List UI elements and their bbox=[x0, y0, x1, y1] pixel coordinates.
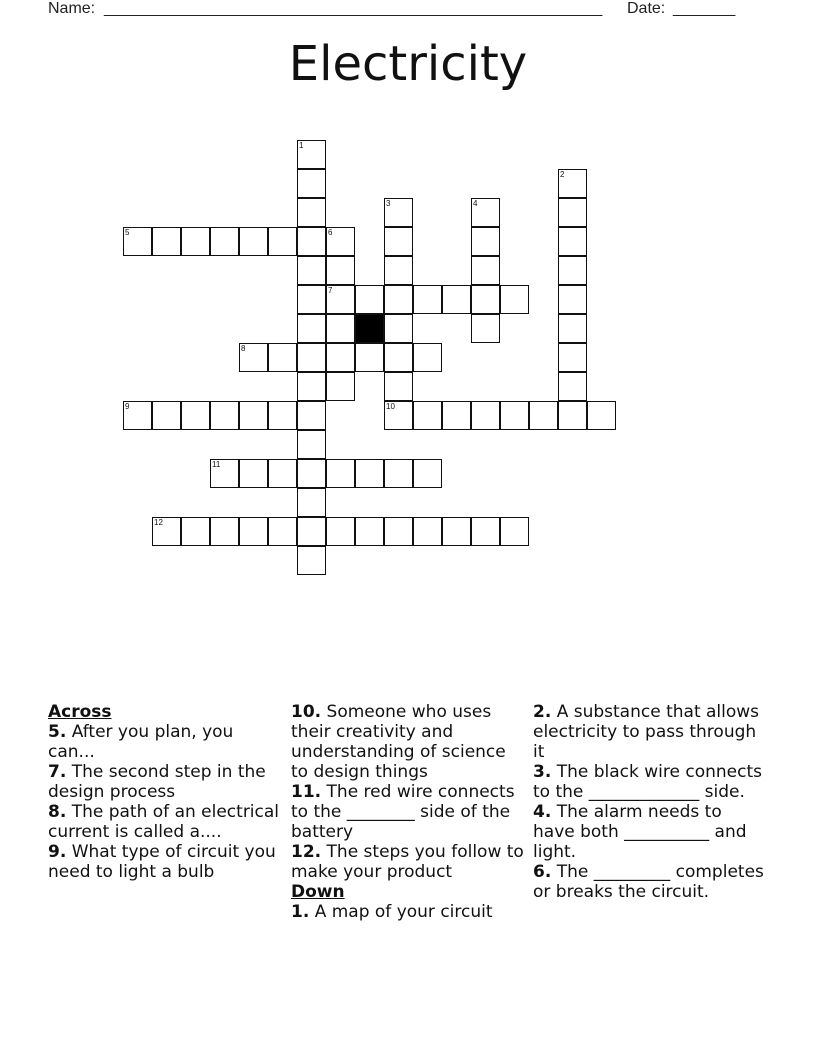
grid-block-cell bbox=[355, 314, 384, 343]
clue-number-label: 7 bbox=[328, 286, 333, 295]
grid-cell[interactable] bbox=[297, 517, 326, 546]
grid-cell[interactable] bbox=[558, 372, 587, 401]
grid-cell[interactable] bbox=[471, 401, 500, 430]
grid-cell[interactable] bbox=[123, 401, 152, 430]
grid-cell[interactable] bbox=[384, 227, 413, 256]
grid-cell[interactable] bbox=[239, 517, 268, 546]
grid-cell[interactable] bbox=[558, 227, 587, 256]
grid-cell[interactable] bbox=[384, 372, 413, 401]
grid-cell[interactable] bbox=[152, 227, 181, 256]
clues-column-1 bbox=[48, 702, 282, 882]
grid-cell[interactable] bbox=[384, 343, 413, 372]
clue-across-12: 12. The steps you follow to make your product bbox=[291, 842, 524, 882]
clues-column-2 bbox=[291, 702, 525, 922]
grid-cell[interactable] bbox=[500, 517, 529, 546]
grid-cell[interactable] bbox=[384, 517, 413, 546]
grid-cell[interactable] bbox=[384, 314, 413, 343]
clue-number-label: 5 bbox=[125, 228, 130, 237]
clue-down-3: 3. The black wire connects to the _____________ side. bbox=[533, 762, 762, 802]
grid-cell[interactable] bbox=[152, 401, 181, 430]
grid-cell[interactable] bbox=[413, 401, 442, 430]
date-label: Date: bbox=[627, 0, 666, 17]
grid-cell[interactable] bbox=[210, 517, 239, 546]
grid-cell[interactable] bbox=[558, 256, 587, 285]
grid-cell[interactable] bbox=[239, 401, 268, 430]
grid-cell[interactable] bbox=[442, 285, 471, 314]
grid-cell[interactable] bbox=[297, 314, 326, 343]
grid-cell[interactable] bbox=[268, 227, 297, 256]
grid-cell[interactable] bbox=[326, 314, 355, 343]
clue-across-9: 9. What type of circuit you need to light a bulb bbox=[48, 842, 276, 882]
clue-down-1: 1. A map of your circuit bbox=[291, 902, 493, 922]
clue-number-label: 11 bbox=[212, 460, 221, 469]
grid-cell[interactable] bbox=[326, 517, 355, 546]
grid-cell[interactable] bbox=[268, 517, 297, 546]
clue-number-label: 2 bbox=[560, 170, 565, 179]
grid-cell[interactable] bbox=[297, 372, 326, 401]
clue-number-label: 4 bbox=[473, 199, 478, 208]
grid-cell[interactable] bbox=[413, 459, 442, 488]
grid-cell[interactable] bbox=[558, 401, 587, 430]
grid-cell[interactable] bbox=[181, 227, 210, 256]
grid-cell[interactable] bbox=[558, 343, 587, 372]
grid-cell[interactable] bbox=[355, 517, 384, 546]
grid-cell[interactable] bbox=[558, 169, 587, 198]
grid-cell[interactable] bbox=[268, 343, 297, 372]
clue-number-label: 9 bbox=[125, 402, 130, 411]
clue-down-4: 4. The alarm needs to have both __________ and light. bbox=[533, 802, 747, 862]
clue-number-label: 1 bbox=[299, 141, 304, 150]
grid-cell[interactable] bbox=[471, 227, 500, 256]
grid-cell[interactable] bbox=[239, 459, 268, 488]
grid-cell[interactable] bbox=[268, 459, 297, 488]
grid-cell[interactable] bbox=[355, 285, 384, 314]
clue-number-label: 3 bbox=[386, 199, 391, 208]
clue-number-label: 6 bbox=[328, 228, 333, 237]
grid-cell[interactable] bbox=[210, 227, 239, 256]
grid-cell[interactable] bbox=[500, 401, 529, 430]
clue-across-10: 10. Someone who uses their creativity and understanding of science to design things bbox=[291, 702, 506, 782]
grid-cell[interactable] bbox=[210, 459, 239, 488]
grid-cell[interactable] bbox=[558, 314, 587, 343]
grid-cell[interactable] bbox=[326, 343, 355, 372]
grid-cell[interactable] bbox=[297, 459, 326, 488]
grid-cell[interactable] bbox=[152, 517, 181, 546]
grid-cell[interactable] bbox=[442, 401, 471, 430]
grid-cell[interactable] bbox=[442, 517, 471, 546]
grid-cell[interactable] bbox=[297, 140, 326, 169]
clue-across-8: 8. The path of an electrical current is called a.... bbox=[48, 802, 280, 842]
grid-cell[interactable] bbox=[558, 285, 587, 314]
grid-cell[interactable] bbox=[384, 285, 413, 314]
clue-across-11: 11. The red wire connects to the ________ side of the battery bbox=[291, 782, 515, 842]
grid-cell[interactable] bbox=[384, 256, 413, 285]
grid-cell[interactable] bbox=[297, 546, 326, 575]
down-heading: Down bbox=[291, 882, 345, 902]
grid-cell[interactable] bbox=[413, 517, 442, 546]
grid-cell[interactable] bbox=[413, 343, 442, 372]
grid-cell[interactable] bbox=[210, 401, 239, 430]
clue-number-label: 12 bbox=[154, 518, 163, 527]
grid-cell[interactable] bbox=[297, 227, 326, 256]
grid-cell[interactable] bbox=[297, 256, 326, 285]
grid-cell[interactable] bbox=[384, 401, 413, 430]
grid-cell[interactable] bbox=[297, 343, 326, 372]
grid-cell[interactable] bbox=[471, 314, 500, 343]
grid-cell[interactable] bbox=[471, 285, 500, 314]
grid-cell[interactable] bbox=[268, 401, 297, 430]
grid-cell[interactable] bbox=[239, 227, 268, 256]
grid-cell[interactable] bbox=[413, 285, 442, 314]
grid-cell[interactable] bbox=[471, 517, 500, 546]
grid-cell[interactable] bbox=[297, 285, 326, 314]
grid-cell[interactable] bbox=[297, 169, 326, 198]
grid-cell[interactable] bbox=[384, 198, 413, 227]
name-field-line[interactable]: ________________________________________________________ bbox=[104, 0, 603, 17]
clue-number-label: 10 bbox=[386, 402, 395, 411]
grid-cell[interactable] bbox=[587, 401, 616, 430]
clue-down-6: 6. The _________ completes or breaks the circuit. bbox=[533, 862, 764, 902]
grid-cell[interactable] bbox=[297, 430, 326, 459]
grid-cell[interactable] bbox=[297, 401, 326, 430]
grid-cell[interactable] bbox=[529, 401, 558, 430]
grid-cell[interactable] bbox=[326, 227, 355, 256]
grid-cell[interactable] bbox=[471, 198, 500, 227]
grid-cell[interactable] bbox=[123, 227, 152, 256]
across-heading: Across bbox=[48, 702, 112, 722]
clue-down-2: 2. A substance that allows electricity to pass through it bbox=[533, 702, 760, 762]
clue-across-5: 5. After you plan, you can... bbox=[48, 722, 234, 762]
grid-cell[interactable] bbox=[326, 285, 355, 314]
name-label: Name: bbox=[48, 0, 96, 17]
clue-number-label: 8 bbox=[241, 344, 246, 353]
date-field-line[interactable]: _______ bbox=[673, 0, 736, 17]
grid-cell[interactable] bbox=[384, 459, 413, 488]
grid-cell[interactable] bbox=[355, 343, 384, 372]
clues-column-3 bbox=[533, 702, 767, 902]
grid-cell[interactable] bbox=[326, 459, 355, 488]
grid-cell[interactable] bbox=[297, 488, 326, 517]
grid-cell[interactable] bbox=[558, 198, 587, 227]
grid-cell[interactable] bbox=[326, 372, 355, 401]
grid-cell[interactable] bbox=[471, 256, 500, 285]
clue-across-7: 7. The second step in the design process bbox=[48, 762, 266, 802]
puzzle-title: Electricity bbox=[288, 36, 528, 92]
grid-cell[interactable] bbox=[355, 459, 384, 488]
grid-cell[interactable] bbox=[181, 401, 210, 430]
grid-cell[interactable] bbox=[326, 256, 355, 285]
grid-cell[interactable] bbox=[239, 343, 268, 372]
grid-cell[interactable] bbox=[297, 198, 326, 227]
grid-cell[interactable] bbox=[181, 517, 210, 546]
grid-cell[interactable] bbox=[500, 285, 529, 314]
